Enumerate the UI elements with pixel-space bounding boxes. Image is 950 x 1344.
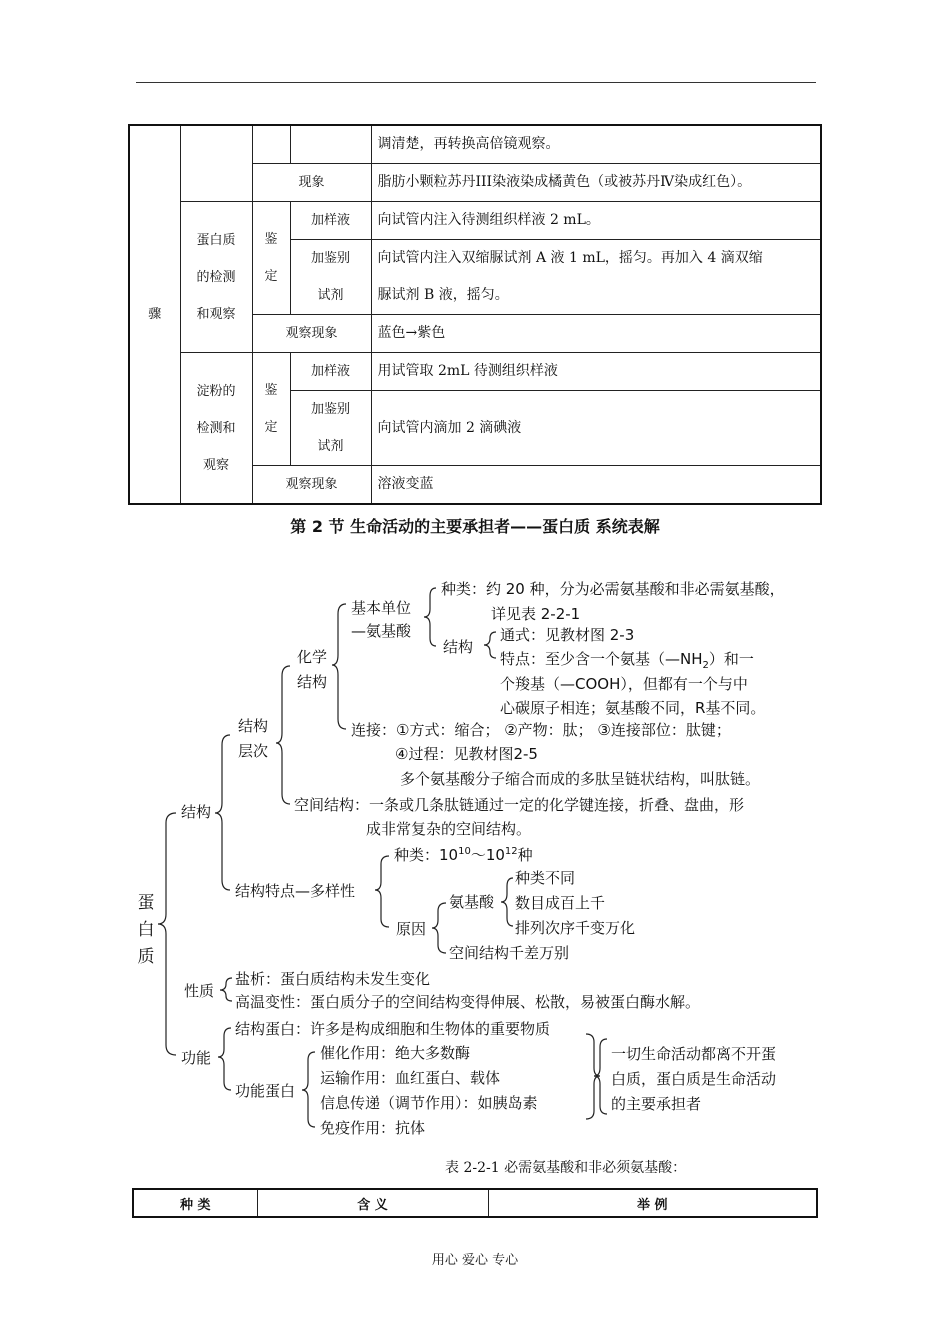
page-footer: 用心 爱心 专心 (431, 1253, 519, 1268)
property-salt: 盐析：蛋白质结构未发生变化 (235, 970, 431, 988)
bracket-summary (586, 1034, 600, 1119)
protein-observe-label: 观察现象 (252, 315, 371, 353)
root-label: 蛋 白 质 (137, 893, 155, 967)
table2-caption: 表 2-2-1 必需氨基酸和非必须氨基酸： (445, 1160, 687, 1176)
bracket-diversity (375, 856, 389, 927)
starch-observe-label: 观察现象 (252, 466, 371, 505)
reason-kind: 种类不同 (515, 869, 576, 887)
section-title: 第 2 节 生命活动的主要承担者——蛋白质 系统表解 (290, 517, 660, 536)
bracket-root (158, 813, 176, 1055)
header-rule (136, 82, 816, 83)
summary-line-3: 的主要承担者 (611, 1095, 702, 1113)
func-transport: 运输作用：血红蛋白、载体 (320, 1069, 501, 1087)
protein-add-reagent-label: 加鉴别 试剂 (290, 240, 371, 315)
node-struct: 结构 (443, 638, 474, 656)
summary-line-1: 一切生命活动都离不开蛋 (611, 1045, 777, 1063)
protein-add-sample-label: 加样液 (290, 202, 371, 240)
starch-result-text: 溶液变蓝 (371, 466, 821, 505)
bracket-unit (424, 588, 436, 646)
kinds-line-1: 种类：约 20 种，分为必需氨基酸和非必需氨基酸， (441, 580, 785, 598)
experiment-table (128, 124, 822, 505)
header-meaning: 含 义 (257, 1189, 488, 1217)
starch-identify-label: 鉴 定 (252, 353, 290, 466)
bracket-reason (432, 903, 446, 953)
starch-group-label: 淀粉的 检测和 观察 (180, 353, 252, 505)
protein-add-sample-text: 向试管内注入待测组织样液 2 mL。 (371, 202, 821, 240)
bracket-structure (215, 735, 230, 890)
protein-result-text: 蓝色→紫色 (371, 315, 821, 353)
bracket-func-protein (302, 1052, 315, 1127)
func-signal: 信息传递（调节作用）：如胰岛素 (320, 1094, 538, 1112)
bracket-aa (501, 878, 513, 926)
func-immune: 免疫作用：抗体 (320, 1119, 426, 1137)
node-reason: 原因 (396, 920, 427, 938)
feature-line-2: 个羧基（—COOH），但都有一个与中 (500, 675, 748, 693)
kinds-line-2: 详见表 2-2-1 (491, 605, 581, 623)
node-func-protein: 功能蛋白 (235, 1082, 296, 1100)
node-function: 功能 (181, 1049, 212, 1067)
fat-phenomenon-label: 现象 (252, 164, 371, 202)
reason-number: 数目成百上千 (515, 894, 606, 912)
link-line-3: 多个氨基酸分子缩合而成的多肽呈链状结构，叫肽链。 (400, 770, 761, 788)
fat-phenomenon-text: 脂肪小颗粒苏丹III染液染成橘黄色（或被苏丹Ⅳ染成红色）。 (371, 164, 821, 202)
kinds-number: 种类：$10^{10}\sim 10^{12}$种 (394, 846, 533, 864)
bracket-function (218, 1028, 231, 1090)
space-line-1: 空间结构：一条或几条肽链通过一定的化学键连接，折叠、盘曲，形 (294, 796, 745, 814)
header-example: 举 例 (488, 1189, 817, 1217)
link-line-1: 连接：①方式：缩合； ②产物：肽； ③连接部位：肽键； (351, 721, 731, 739)
reason-space: 空间结构千差万别 (449, 944, 570, 962)
protein-add-reagent-text: 向试管内注入双缩脲试剂 A 液 1 mL，摇匀。再加入 4 滴双缩 脲试剂 B 液，摇匀。 (371, 240, 821, 315)
starch-add-sample-label: 加样液 (290, 353, 371, 391)
link-line-2: ④过程：见教材图2-5 (395, 745, 538, 763)
struct-protein: 结构蛋白：许多是构成细胞和生物体的重要物质 (235, 1020, 551, 1038)
header-kind: 种 类 (133, 1189, 257, 1217)
step-label: 骤 (129, 125, 180, 504)
protein-identify-label: 鉴 定 (252, 202, 290, 315)
feature-line-3: 心碳原子相连；氨基酸不同，R基不同。 (500, 699, 766, 717)
func-catalysis: 催化作用：绝大多数酶 (320, 1044, 471, 1062)
bracket-struct (484, 632, 496, 658)
bracket-property (220, 978, 232, 1001)
node-chem: 化学 结构 (297, 648, 328, 691)
starch-add-reagent-label: 加鉴别 试剂 (290, 391, 371, 466)
reason-order: 排列次序千变万化 (515, 919, 636, 937)
bracket-chem (332, 604, 346, 729)
node-structure: 结构 (181, 803, 212, 821)
starch-add-reagent-text: 向试管内滴加 2 滴碘液 (371, 391, 821, 466)
amino-acid-table (132, 1188, 818, 1218)
protein-group-label: 蛋白质 的检测 和观察 (180, 202, 252, 353)
fat-observe-text: 调清楚，再转换高倍镜观察。 (371, 125, 821, 164)
formula-text: 通式：见教材图 2-3 (500, 626, 635, 644)
node-diversity: 结构特点—多样性 (235, 882, 356, 900)
property-heat: 高温变性：蛋白质分子的空间结构变得伸展、松散，易被蛋白酶水解。 (235, 993, 701, 1011)
feature-line-1: 特点：至少含一个氨基$(—NH_2)$和一 (500, 650, 754, 671)
bracket-summary-left (594, 1039, 607, 1114)
starch-add-sample-text: 用试管取 2mL 待测组织样液 (371, 353, 821, 391)
node-property: 性质 (184, 982, 215, 1000)
summary-line-2: 白质，蛋白质是生命活动 (611, 1070, 777, 1088)
bracket-levels (276, 666, 290, 804)
node-levels: 结构 层次 (238, 717, 269, 760)
node-aa: 氨基酸 (449, 893, 495, 911)
node-unit: 基本单位 —氨基酸 (351, 599, 412, 640)
space-line-2: 成非常复杂的空间结构。 (366, 820, 532, 838)
